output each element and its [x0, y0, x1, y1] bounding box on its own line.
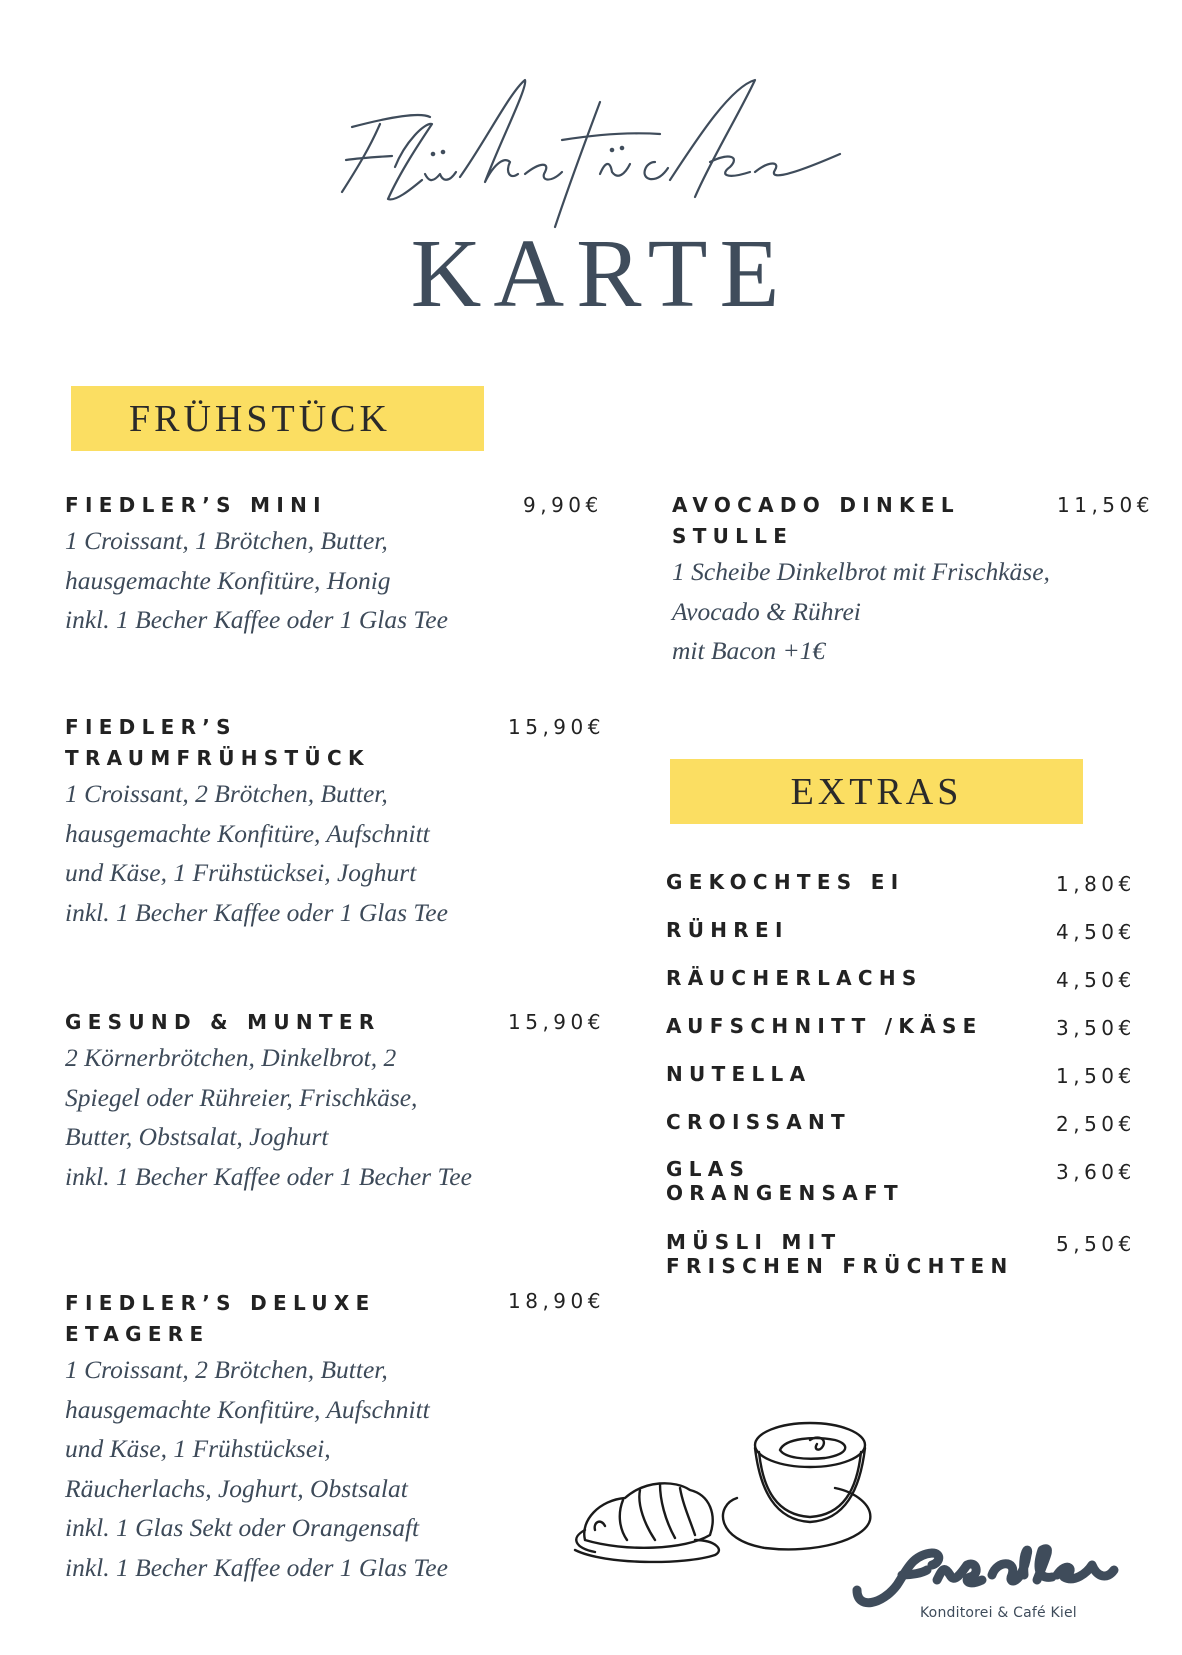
- item-name-line-2: TRAUMFRÜHSTÜCK: [65, 746, 370, 770]
- extra-item-name: MÜSLI MIT FRISCHEN FRÜCHTEN: [666, 1230, 1014, 1278]
- item-name-line-2: ETAGERE: [65, 1322, 210, 1346]
- croissant-coffee-icon: [565, 1380, 885, 1565]
- extra-item-price: 4,50€: [1056, 920, 1136, 944]
- extra-item-price: 4,50€: [1056, 968, 1136, 992]
- item-description: 1 Croissant, 2 Brötchen, Butter, hausgemachte Konfitüre, Aufschnitt und Käse, 1 Frühstücksei, Joghurt inkl. 1 Becher Kaffee oder 1 Glas Tee: [65, 779, 448, 927]
- extra-item-price: 2,50€: [1056, 1112, 1136, 1136]
- item-price: 11,50€: [1057, 493, 1154, 517]
- page-title: KARTE: [410, 220, 792, 328]
- extra-item-price: 1,80€: [1056, 872, 1136, 896]
- script-title: [300, 62, 900, 242]
- extra-item-price: 1,50€: [1056, 1064, 1136, 1088]
- item-description: 2 Körnerbrötchen, Dinkelbrot, 2 Spiegel oder Rühreier, Frischkäse, Butter, Obstsalat, Joghurt inkl. 1 Becher Kaffee oder 1 Becher Tee: [65, 1043, 472, 1191]
- script-title-lettering: [300, 62, 900, 242]
- item-price: 18,90€: [508, 1289, 605, 1313]
- menu-item: [672, 490, 1172, 671]
- section-banner-fruehstueck: [71, 386, 484, 451]
- menu-item: [65, 1288, 625, 1587]
- item-description: 1 Croissant, 1 Brötchen, Butter, hausgemachte Konfitüre, Honig inkl. 1 Becher Kaffee oder 1 Glas Tee: [65, 526, 448, 634]
- item-name: FIEDLER’S MINI: [65, 493, 327, 517]
- menu-item: [65, 490, 625, 640]
- section-banner-extras: [670, 759, 1083, 824]
- item-name-line-2: STULLE: [672, 524, 794, 548]
- extra-item-name: RÄUCHERLACHS: [666, 966, 923, 990]
- extra-item-name: GLAS ORANGENSAFT: [666, 1157, 904, 1205]
- item-price: 15,90€: [508, 1010, 605, 1034]
- extra-item-price: 3,60€: [1056, 1160, 1136, 1184]
- section-title: FRÜHSTÜCK: [129, 397, 391, 440]
- extra-item-name: CROISSANT: [666, 1110, 851, 1134]
- menu-item: [65, 1007, 625, 1196]
- item-name-line-1: FIEDLER’S DELUXE: [65, 1291, 376, 1315]
- item-price: 15,90€: [508, 715, 605, 739]
- extra-item-name: AUFSCHNITT /KÄSE: [666, 1014, 983, 1038]
- brand-subtitle: Konditorei & Café Kiel: [920, 1605, 1077, 1621]
- item-name-line-1: FIEDLER’S: [65, 715, 237, 739]
- item-description: 1 Scheibe Dinkelbrot mit Frischkäse, Avocado & Rührei mit Bacon +1€: [672, 557, 1050, 665]
- extra-item-price: 5,50€: [1056, 1232, 1136, 1256]
- item-name: GESUND & MUNTER: [65, 1010, 381, 1034]
- section-title: EXTRAS: [790, 770, 963, 813]
- extra-item-name: NUTELLA: [666, 1062, 812, 1086]
- extra-item-name: RÜHREI: [666, 918, 789, 942]
- extra-item-name: GEKOCHTES EI: [666, 870, 905, 894]
- item-price: 9,90€: [523, 493, 603, 517]
- menu-item: [65, 712, 625, 932]
- extra-item-price: 3,50€: [1056, 1016, 1136, 1040]
- item-description: 1 Croissant, 2 Brötchen, Butter, hausgemachte Konfitüre, Aufschnitt und Käse, 1 Frühstücksei, Räucherlachs, Joghurt, Obstsalat inkl. 1 Glas Sekt oder Orangensaft inkl. 1 Becher Kaffee oder 1 Glas Tee: [65, 1355, 448, 1582]
- item-name-line-1: AVOCADO DINKEL: [672, 493, 960, 517]
